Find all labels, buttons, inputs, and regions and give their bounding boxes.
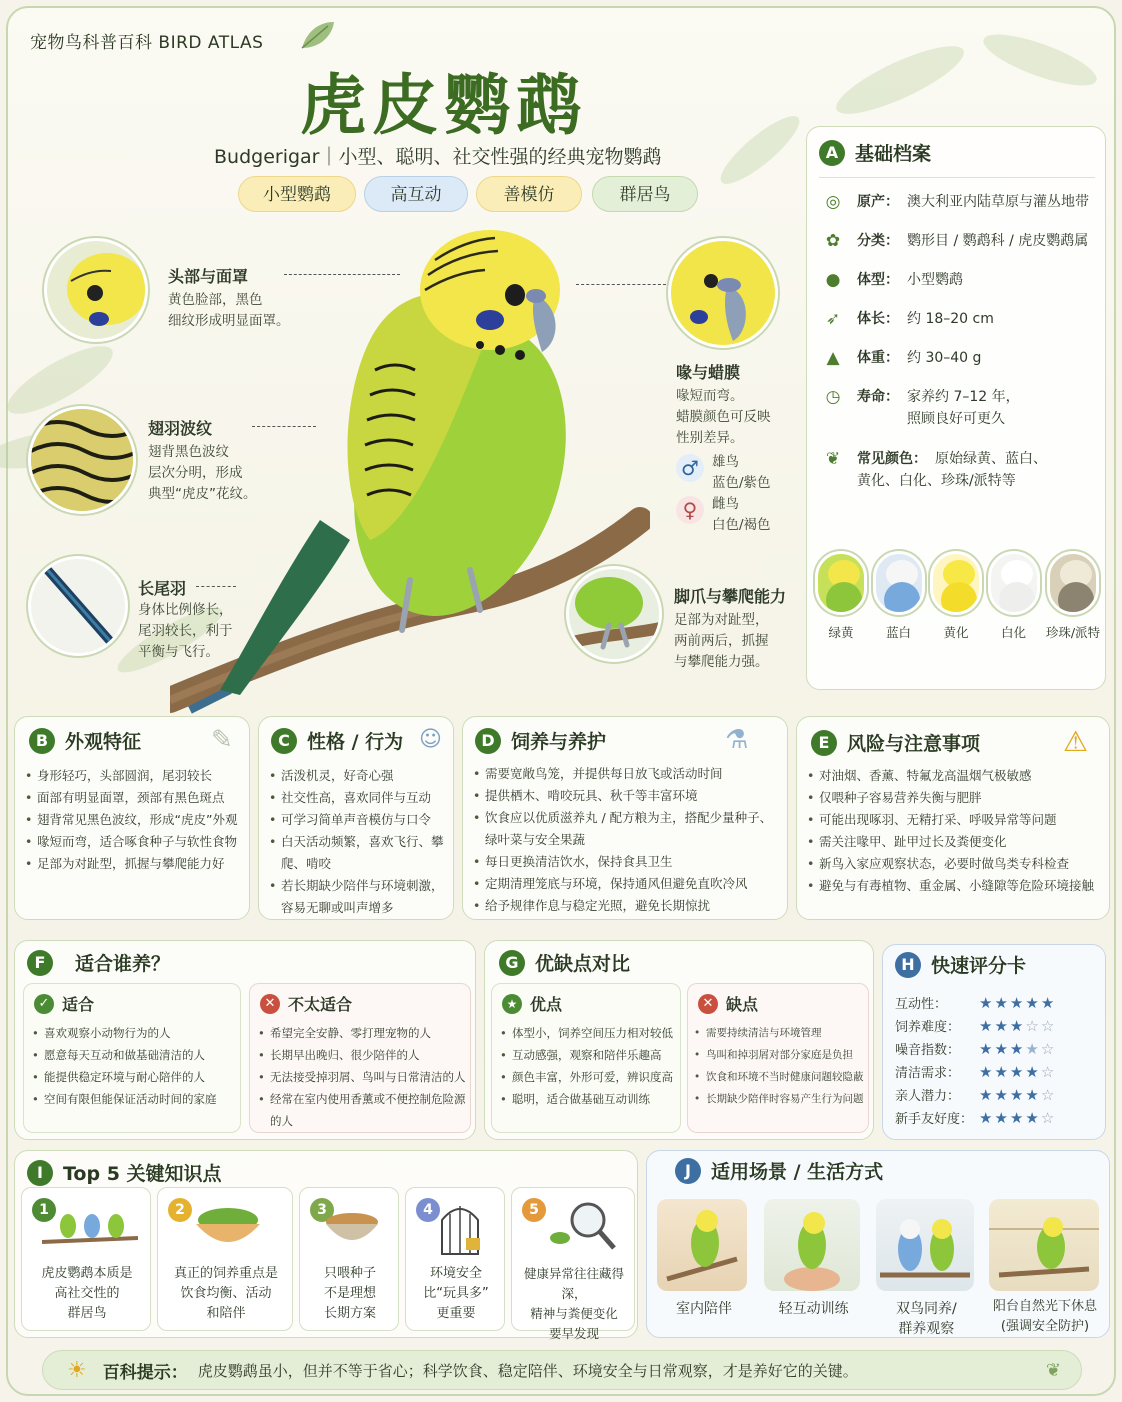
scene-training-image <box>764 1199 860 1291</box>
score-row <box>895 1083 1101 1106</box>
swatch-green-yellow <box>815 551 867 615</box>
beak-callout-title: 喙与蜡膜 <box>676 363 741 382</box>
pros-list: • 体型小，饲养空间压力相对较低 • 互动感强，观察和陪伴乐趣高 • 颜色丰富，外形可爱，辨识度高 • 聪明，适合做基础互动训练 <box>500 1022 682 1110</box>
scene-list: 室内陪伴 轻互动训练 双鸟同养/ 群养观察 阳台自然光下休息 (强调安全防护) <box>657 1199 1101 1339</box>
care-list: • 需要宽敞鸟笼，并提供每日放飞或活动时间 • 提供栖木、啃咬玩具、秋千等丰富环境 • 饮食应以优质滋养丸 / 配方粮为主，搭配少量种子、绿叶菜与安全果蔬 • 每日更换清洁饮水，保持食具卫生 • 定期清理笼底与环境，保持通风但避免直吹冷风 • 给予规律作息与稳定光照，避免长期惊扰 <box>473 763 783 917</box>
color-leaf-icon: ❦ <box>825 449 841 469</box>
scenes-card: J 适用场景 / 生活方式 室内陪伴 轻互动训练 双鸟同养/ 群养观察 阳台自然光下休息 (强调安全防护) <box>646 1150 1110 1338</box>
star-icon: ★ <box>994 1039 1010 1058</box>
unsuitable-list: • 希望完全安静、零打理宠物的人 • 长期早出晚归、很少陪伴的人 • 无法接受掉羽屑、鸟叫与日常清洁的人 • 经常在室内使用香薰或不便控制危险源的人 <box>258 1022 472 1132</box>
star-icon: ★ <box>1009 1016 1026 1035</box>
star-icon: ☆ <box>1040 1062 1057 1081</box>
star-icon: ☆ <box>1040 1108 1057 1127</box>
knowledge-item-2: 2 真正的饲养重点是 饮食均衡、活动 和陪伴 <box>157 1187 293 1331</box>
star-icon: ★ <box>979 993 995 1012</box>
magnifier-icon <box>548 1200 618 1252</box>
three-birds-icon <box>42 1208 138 1248</box>
knowledge-item-1: 1 虎皮鹦鹉本质是 高社交性的 群居鸟 <box>21 1187 151 1331</box>
scene-balcony-image <box>989 1199 1099 1291</box>
star-icon: ★ <box>1025 1039 1041 1058</box>
star-icon: ☆ <box>1025 1016 1041 1035</box>
wing-callout-text: 翅背黑色波纹 层次分明，形成 典型“虎皮”花纹。 <box>148 444 257 502</box>
head-callout-line <box>284 274 400 275</box>
cross-icon: ✕ <box>698 994 718 1014</box>
warning-icon: ⚠ <box>1063 725 1089 758</box>
top5-card: I Top 5 关键知识点 1 虎皮鹦鹉本质是 高社交性的 群居鸟 2 真正的饲养重点是 饮食均衡、活动 和陪伴 3 只喂种子 不是理想 长期方案 4 环境安全 比“玩具多” 更重要 5 健康异常往往藏得深， 精神与粪便变化 要早发现 <box>14 1150 638 1338</box>
thumbs-up-icon: ★ <box>502 994 522 1014</box>
star-icon: ★ <box>979 1085 995 1104</box>
male-cere-text: 雄鸟 蓝色/紫色 <box>712 454 771 491</box>
appearance-card: B 外观特征 ✎ • 身形轻巧，头部圆润，尾羽较长 • 面部有明显面罩，颈部有黑色斑点 • 翅背常见黑色波纹，形成“虎皮”外观 • 喙短而弯，适合啄食种子与软性食物 • 足部为对趾型，抓握与攀爬能力好 <box>14 716 250 920</box>
cons-list: • 需要持续清洁与环境管理 • 鸟叫和掉羽屑对部分家庭是负担 • 饮食和环境不当时健康问题较隐蔽 • 长期缺少陪伴时容易产生行为问题 <box>694 1022 870 1110</box>
pros-cons-card: G 优缺点对比 ★ 优点 • 体型小，饲养空间压力相对较低 • 互动感强，观察和陪伴乐趣高 • 颜色丰富，外形可爱，辨识度高 • 聪明，适合做基础互动训练 ✕ 缺点 • 需要持续清洁与环境管理 • 鸟叫和掉羽屑对部分家庭是负担 • 饮食和环境不当时健康问题较隐蔽 • 长期缺少陪伴时容易产生行为问题 <box>484 940 874 1140</box>
star-icon: ★ <box>994 1085 1010 1104</box>
taxonomy-icon: ✿ <box>825 231 841 251</box>
feather-icon: ✎ <box>211 725 233 755</box>
weight-icon: ▲ <box>826 348 840 368</box>
tag-flock-bird: 群居鸟 <box>592 176 698 212</box>
tip-bar <box>42 1350 1082 1390</box>
star-icon: ★ <box>979 1108 995 1127</box>
pros-panel: ★ 优点 • 体型小，饲养空间压力相对较低 • 互动感强，观察和陪伴乐趣高 • 颜色丰富，外形可爱，辨识度高 • 聪明，适合做基础互动训练 <box>491 983 681 1133</box>
color-morph-swatches: 绿黄 蓝白 黄化 白化 珍珠/派特 <box>813 551 1103 641</box>
female-cere-text: 雌鸟 白色/褐色 <box>712 496 771 533</box>
star-icon: ★ <box>994 993 1010 1012</box>
star-icon: ★ <box>1009 1085 1026 1104</box>
feet-closeup-image <box>566 566 662 662</box>
wing-callout-title: 翅羽波纹 <box>148 419 213 438</box>
head-closeup-image <box>44 238 148 342</box>
swatch-pearl-pied <box>1047 551 1099 615</box>
salad-bowl-icon <box>192 1206 264 1250</box>
beak-callout-text: 喙短而弯。 蜡膜颜色可反映 性别差异。 <box>676 388 771 446</box>
wing-callout-line <box>252 426 316 427</box>
risk-list: • 对油烟、香薰、特氟龙高温烟气极敏感 • 仅喂种子容易营养失衡与肥胖 • 可能出现啄羽、无精打采、呼吸异常等问题 • 需关注喙甲、趾甲过长及粪便变化 • 新鸟入家应观察状态，必要时做鸟类专科检查 • 避免与有毒植物、重金属、小缝隙等危险环境接触 <box>807 765 1107 897</box>
tag-high-interaction: 高互动 <box>364 176 468 212</box>
star-icon: ★ <box>1009 993 1026 1012</box>
section-letter: A <box>819 140 845 166</box>
score-row <box>895 1106 1101 1129</box>
star-icon: ★ <box>979 1062 995 1081</box>
score-label: 清洁需求： <box>895 1066 961 1081</box>
tail-feather-image <box>28 556 128 656</box>
page-title: 虎皮鹦鹉 <box>300 66 588 144</box>
size-icon: ● <box>825 270 841 290</box>
star-icon: ★ <box>1025 1062 1041 1081</box>
score-row <box>895 1037 1101 1060</box>
star-icon: ★ <box>1025 1108 1041 1127</box>
wing-pattern-image <box>28 406 136 514</box>
behavior-card: C 性格 / 行为 ☺ • 活泼机灵，好奇心强 • 社交性高，喜欢同伴与互动 • 可学习简单声音模仿与口令 • 白天活动频繁，喜欢飞行、攀爬、啃咬 • 若长期缺少陪伴与环境刺激，容易无聊或叫声增多 <box>258 716 454 920</box>
birdcage-lock-icon <box>436 1198 484 1256</box>
feet-callout-text: 足部为对趾型， 两前两后，抓握 与攀爬能力强。 <box>674 612 769 670</box>
feet-callout-title: 脚爪与攀爬能力 <box>674 587 787 606</box>
profile-card <box>806 126 1106 690</box>
divider <box>819 177 1095 178</box>
tip-label: 百科提示： <box>102 1362 188 1383</box>
star-icon: ★ <box>1040 993 1057 1012</box>
star-icon: ★ <box>1009 1062 1026 1081</box>
page-subtitle: Budgerigar｜小型、聪明、社交性强的经典宠物鹦鹉 <box>214 146 662 168</box>
tip-text: 虎皮鹦鹉虽小，但并不等于省心；科学饮食、稳定陪伴、环境安全与日常观察，才是养好它的关键。 <box>197 1361 858 1380</box>
star-icon: ★ <box>1025 1085 1041 1104</box>
lightbulb-icon: ☀ <box>67 1357 87 1383</box>
star-icon: ☆ <box>1040 1016 1057 1035</box>
smile-person-icon: ☺ <box>419 727 442 752</box>
appearance-list: • 身形轻巧，头部圆润，尾羽较长 • 面部有明显面罩，颈部有黑色斑点 • 翅背常见黑色波纹，形成“虎皮”外观 • 喙短而弯，适合啄食种子与软性食物 • 足部为对趾型，抓握与攀爬能力好 <box>25 765 247 875</box>
scene-indoor-image <box>657 1199 747 1291</box>
score-label: 新手友好度： <box>895 1112 974 1127</box>
score-label: 亲人潜力： <box>895 1089 961 1104</box>
tag-mimic: 善模仿 <box>476 176 582 212</box>
swatch-albino <box>988 551 1040 615</box>
beak-closeup-image <box>668 238 778 348</box>
head-callout-title: 头部与面罩 <box>168 267 249 286</box>
origin-icon: ◎ <box>825 192 841 212</box>
beak-callout-line <box>576 284 666 285</box>
star-icon: ★ <box>979 1016 995 1035</box>
suitable-panel: ✓ 适合 • 喜欢观察小动物行为的人 • 愿意每天互动和做基础清洁的人 • 能提供稳定环境与耐心陪伴的人 • 空间有限但能保证活动时间的家庭 <box>23 983 241 1133</box>
score-row <box>895 991 1101 1014</box>
scene-pair-image <box>876 1199 974 1291</box>
knowledge-item-5: 5 健康异常往往藏得深， 精神与粪便变化 要早发现 <box>511 1187 635 1331</box>
sprig-icon: ❦ <box>1045 1359 1061 1381</box>
star-icon: ★ <box>1009 1108 1026 1127</box>
tail-callout-title: 长尾羽 <box>138 579 187 598</box>
star-icon: ★ <box>994 1062 1010 1081</box>
head-callout-text: 黄色脸部，黑色 细纹形成明显面罩。 <box>168 292 290 329</box>
female-symbol-icon: ♀ <box>676 496 704 524</box>
care-card: D 饲养与养护 ⚗ • 需要宽敞鸟笼，并提供每日放飞或活动时间 • 提供栖木、啃咬玩具、秋千等丰富环境 • 饮食应以优质滋养丸 / 配方粮为主，搭配少量种子、绿叶菜与安全果蔬 • 每日更换清洁饮水，保持食具卫生 • 定期清理笼底与环境，保持通风但避免直吹冷风 • 给予规律作息与稳定光照，避免长期惊扰 <box>462 716 788 920</box>
cons-panel: ✕ 缺点 • 需要持续清洁与环境管理 • 鸟叫和掉羽屑对部分家庭是负担 • 饮食和环境不当时健康问题较隐蔽 • 长期缺少陪伴时容易产生行为问题 <box>687 983 869 1133</box>
seed-bowl-icon <box>320 1210 384 1250</box>
water-bottle-icon: ⚗ <box>725 725 749 755</box>
knowledge-item-4: 4 环境安全 比“玩具多” 更重要 <box>405 1187 505 1331</box>
star-icon: ★ <box>994 1108 1010 1127</box>
star-icon: ★ <box>979 1039 995 1058</box>
male-symbol-icon: ♂ <box>676 454 704 482</box>
knowledge-item-3: 3 只喂种子 不是理想 长期方案 <box>299 1187 399 1331</box>
score-row <box>895 1014 1101 1037</box>
swatch-lutino <box>930 551 982 615</box>
score-label: 饲养难度： <box>895 1020 961 1035</box>
behavior-list: • 活泼机灵，好奇心强 • 社交性高，喜欢同伴与互动 • 可学习简单声音模仿与口令 • 白天活动频繁，喜欢飞行、攀爬、啃咬 • 若长期缺少陪伴与环境刺激，容易无聊或叫声增多 <box>269 765 449 919</box>
check-icon: ✓ <box>34 994 54 1014</box>
risk-card: E 风险与注意事项 ⚠ • 对油烟、香薰、特氟龙高温烟气极敏感 • 仅喂种子容易营养失衡与肥胖 • 可能出现啄羽、无精打采、呼吸异常等问题 • 需关注喙甲、趾甲过长及粪便变化 • 新鸟入家应观察状态，必要时做鸟类专科检查 • 避免与有毒植物、重金属、小缝隙等危险环境接触 <box>796 716 1110 920</box>
star-icon: ☆ <box>1040 1085 1057 1104</box>
unsuitable-panel: ✕ 不太适合 • 希望完全安静、零打理宠物的人 • 长期早出晚归、很少陪伴的人 • 无法接受掉羽屑、鸟叫与日常清洁的人 • 经常在室内使用香薰或不便控制危险源的人 <box>249 983 471 1133</box>
tail-callout-text: 身体比例修长， 尾羽较长，利于 平衡与飞行。 <box>138 602 233 660</box>
brand-label: 宠物鸟科普百科 BIRD ATLAS <box>30 33 264 53</box>
score-row <box>895 1060 1101 1083</box>
lifespan-clock-icon: ◷ <box>825 387 841 407</box>
star-icon: ★ <box>1009 1039 1026 1058</box>
length-icon: ➶ <box>825 309 841 329</box>
star-icon: ★ <box>1025 993 1041 1012</box>
leaf-icon <box>298 18 338 52</box>
star-icon: ★ <box>994 1016 1010 1035</box>
score-label: 互动性： <box>895 997 948 1012</box>
score-label: 噪音指数： <box>895 1043 961 1058</box>
score-rows <box>895 991 1101 1129</box>
tail-callout-line <box>196 586 236 587</box>
suitable-list: • 喜欢观察小动物行为的人 • 愿意每天互动和做基础清洁的人 • 能提供稳定环境与耐心陪伴的人 • 空间有限但能保证活动时间的家庭 <box>32 1022 242 1110</box>
tag-small-parrot: 小型鹦鹉 <box>238 176 356 212</box>
cross-icon: ✕ <box>260 994 280 1014</box>
profile-rows: ◎ 原产： 澳大利亚内陆草原与灌丛地带 ✿ 分类： 鹦形目 / 鹦鹉科 / 虎皮鹦鹉属 ● 体型： 小型鹦鹉 ➶ 体长： 约 18–20 cm ▲ 体重： 约 30–40 g ◷ 寿命： 家养约 7–12 年， 照顾良好可更久 ❦ 常见颜色： 原始绿黄、蓝白、 黄化、白化、珍珠/派特等 <box>821 191 1101 510</box>
suitability-card: F 适合谁养？ ✓ 适合 • 喜欢观察小动物行为的人 • 愿意每天互动和做基础清洁的人 • 能提供稳定环境与耐心陪伴的人 • 空间有限但能保证活动时间的家庭 ✕ 不太适合 • 希望完全安静、零打理宠物的人 • 长期早出晚归、很少陪伴的人 • 无法接受掉羽屑、鸟叫与日常清洁的人 • 经常在室内使用香薰或不便控制危险源的人 <box>14 940 476 1140</box>
star-icon: ☆ <box>1040 1039 1057 1058</box>
profile-heading: A 基础档案 <box>819 139 931 166</box>
swatch-blue-white <box>873 551 925 615</box>
score-card: H 快速评分卡 互动性： ★ ★ ★ ★ ★ 饲养难度： ★ ★ ★ ☆ ☆ 噪音指数： ★ ★ ★ ★ ☆ 清洁需求： ★ ★ ★ ★ ☆ 亲人潜力： ★ ★ ★ ★ ☆ 新手友好度： ★ ★ ★ ★ ☆ <box>882 944 1106 1140</box>
